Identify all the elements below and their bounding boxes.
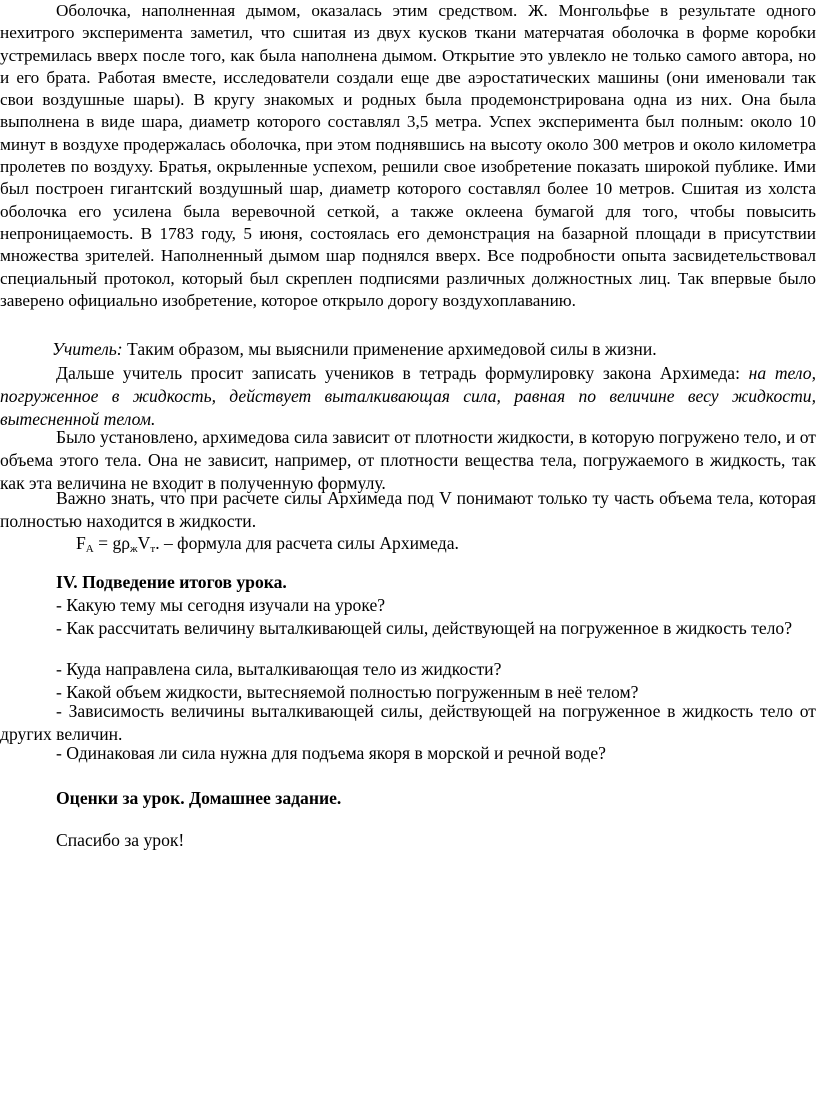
question-item: - Какую тему мы сегодня изучали на уроке? (56, 595, 386, 615)
question-item: - Как рассчитать величину выталкивающей силы, действующей на погруженное в жидкость тело? (56, 618, 793, 638)
balloon-history-paragraph: Оболочка, наполненная дымом, оказалась этим средством. Ж. Монгольфье в результате одного нехитрого эксперимента заметил, что сшитая из двух кусков ткани матерчатая оболочка в форме коробки устремилась вверх после того, как была наполнена дымом. Открытие это увлекло не только самого автора, но и его брата. Работая вместе, исследователи создали еще две аэростатических машины (они именовали так свои воздушные шары). В кругу знакомых и родных была продемонстрирована одна из них. Она была выполнена в виде шара, диаметр которого составлял 3,5 метра. Успех эксперимента был полным: около 10 минут в воздухе продержалась оболочка, при этом поднявшись на высоту около 300 метров и около километра пролетев по воздуху. Братья, окрыленные успехом, решили свое изобретение показать широкой публике. Ими был построен гигантский воздушный шар, диаметр которого составлял более 10 метров. Сшитая из холста оболочка его усилена была веревочной сеткой, а также оклеена бумагой для того, чтобы повысить непроницаемость. В 1783 году, 5 июня, состоялась его демонстрация на базарной площади в присутствии множества зрителей. Наполненный дымом шар поднялся вверх. Все подробности опыта засвидетельствовал специальный протокол, который был скреплен подписями различных должностных лиц. Так впервые было заверено официально изобретение, которое открыло дорогу воздухоплаванию. (0, 1, 816, 310)
section-title-summary: IV. Подведение итогов урока. (56, 572, 287, 592)
question-item: - Зависимость величины выталкивающей силы, действующей на погруженное в жидкость тело от других величин. (0, 701, 816, 744)
grades-homework-heading: Оценки за урок. Домашнее задание. (56, 788, 342, 808)
archimedes-law-intro: Дальше учитель просит записать учеников в тетрадь формулировку закона Архимеда: (56, 363, 749, 383)
teacher-label: Учитель: (52, 339, 123, 359)
archimedes-law-paragraph (0, 362, 816, 430)
teacher-remark (0, 338, 816, 361)
question-item: - Одинаковая ли сила нужна для подъема якоря в морской и речной воде? (56, 743, 606, 763)
dependency-paragraph: Было установлено, архимедова сила зависит от плотности жидкости, в которую погружено тело, и от объема этого тела. Она не зависит, например, от плотности вещества тела, погружаемого в жидкость, так как эта величина не входит в полученную формулу. (0, 427, 816, 493)
teacher-text: Таким образом, мы выяснили применение архимедовой силы в жизни. (122, 339, 657, 359)
thanks-text: Спасибо за урок! (56, 830, 185, 850)
archimedes-law-statement: на тело, погруженное в жидкость, действует выталкивающая сила, равная по величине весу жидкости, вытесненной телом. (0, 363, 816, 429)
volume-note-paragraph: Важно знать, что при расчете силы Архимеда под V понимают только ту часть объема тела, которая полностью находится в жидкости. (0, 488, 816, 531)
question-item: - Куда направлена сила, выталкивающая тело из жидкости? (56, 659, 502, 679)
archimedes-formula: $F_A = g\rho_жV_т$. – формула для расчета силы Архимеда. (76, 533, 459, 555)
question-item: - Какой объем жидкости, вытесняемой полностью погруженным в неё телом? (56, 682, 639, 702)
